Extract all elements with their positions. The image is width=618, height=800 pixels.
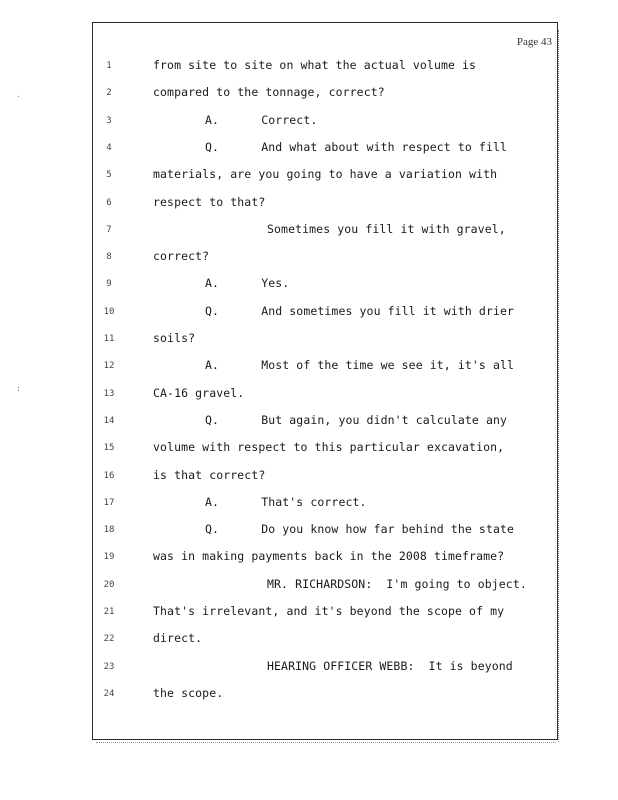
line-text: is that correct?: [153, 468, 266, 482]
line-text: materials, are you going to have a variation with: [153, 167, 498, 181]
line-text: A. Correct.: [205, 113, 318, 127]
line-number: 19: [103, 552, 115, 562]
line-number: 15: [103, 443, 115, 453]
line-text: Q. And what about with respect to fill: [205, 140, 508, 154]
line-number: 22: [103, 634, 115, 644]
line-text: A. Most of the time we see it, it's all: [205, 358, 515, 372]
line-text: respect to that?: [153, 195, 266, 209]
line-text: A. Yes.: [205, 276, 290, 290]
line-text: compared to the tonnage, correct?: [153, 85, 385, 99]
line-number: 23: [103, 662, 115, 672]
line-number: 24: [103, 689, 115, 699]
line-number: 20: [103, 580, 115, 590]
line-text: Q. And sometimes you fill it with drier: [205, 304, 515, 318]
line-text: Q. But again, you didn't calculate any: [205, 413, 508, 427]
line-number: 8: [106, 252, 112, 262]
line-number: 17: [103, 498, 115, 508]
line-number: 5: [106, 170, 112, 180]
line-text: from site to site on what the actual volume is: [153, 58, 477, 72]
line-number: 12: [103, 361, 115, 371]
line-number: 4: [106, 143, 112, 153]
page-edge-dots: [558, 30, 562, 742]
margin-mark: :: [16, 384, 21, 393]
line-number: 3: [106, 116, 112, 126]
line-text: the scope.: [153, 686, 224, 700]
line-text: soils?: [153, 331, 196, 345]
line-number: 13: [103, 389, 115, 399]
line-text: CA-16 gravel.: [153, 386, 245, 400]
line-text: volume with respect to this particular excavation,: [153, 440, 505, 454]
line-text: MR. RICHARDSON: I'm going to object.: [267, 577, 527, 591]
line-text: direct.: [153, 631, 203, 645]
line-text: That's irrelevant, and it's beyond the scope of my: [153, 604, 505, 618]
line-text: correct?: [153, 249, 210, 263]
footer-line: [96, 742, 556, 746]
line-number: 10: [103, 307, 115, 317]
line-text: HEARING OFFICER WEBB: It is beyond: [267, 659, 513, 673]
line-text: Q. Do you know how far behind the state: [205, 522, 515, 536]
line-text: A. That's correct.: [205, 495, 367, 509]
line-number: 6: [106, 198, 112, 208]
line-text: was in making payments back in the 2008 timeframe?: [153, 549, 505, 563]
page-number: Page 43: [516, 36, 552, 48]
line-number: 21: [103, 607, 115, 617]
line-number: 9: [106, 279, 112, 289]
margin-mark: ·: [16, 92, 21, 101]
line-number: 18: [103, 525, 115, 535]
line-number: 11: [103, 334, 115, 344]
line-number: 7: [106, 225, 112, 235]
line-number: 1: [106, 61, 112, 71]
line-number: 2: [106, 88, 112, 98]
line-text: Sometimes you fill it with gravel,: [267, 222, 506, 236]
line-number: 16: [103, 471, 115, 481]
line-number: 14: [103, 416, 115, 426]
